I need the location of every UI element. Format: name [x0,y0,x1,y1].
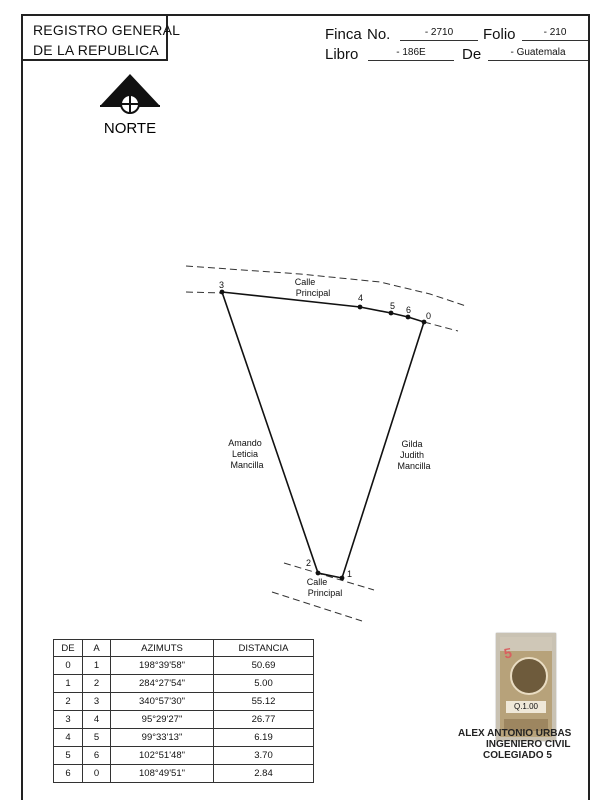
header-distancia: DISTANCIA [214,640,314,657]
folio-value: - 210 [543,27,567,38]
stamp-number: 5 [502,644,514,662]
cell-a: 4 [83,711,111,729]
fiscal-stamp [496,633,556,741]
table-row [54,693,314,711]
table-row [54,657,314,675]
vertex-label-2: 2 [306,558,312,568]
no-label: No. [367,26,391,43]
cell-azimut: 99°33'13" [111,729,214,747]
libro-value: - 186E [396,47,426,58]
street-top-label-2: Principal [295,288,331,298]
street-top-label-1: Calle [294,277,316,287]
vertex-label-0: 0 [426,311,432,321]
neighbor-left-line-1: Amando [228,438,262,448]
cell-de: 6 [54,765,83,783]
neighbor-right-line-1: Gilda [401,439,423,449]
cell-distancia: 50.69 [214,657,314,675]
vertex-6 [406,315,411,320]
cell-de: 3 [54,711,83,729]
engineer-name: ALEX ANTONIO URBAS [458,728,572,739]
cell-distancia: 3.70 [214,747,314,765]
cell-de: 2 [54,693,83,711]
cell-a: 5 [83,729,111,747]
cell-azimut: 198°39'58" [111,657,214,675]
stamp-amount: Q.1.00 [506,701,546,713]
cell-de: 4 [54,729,83,747]
vertex-label-1: 1 [347,569,353,579]
vertex-5 [389,311,394,316]
neighbor-right-line-3: Mancilla [397,461,431,471]
cell-azimut: 95°29'27" [111,711,214,729]
stamp-body [500,637,552,737]
street-bottom-label-2: Principal [307,588,343,598]
vertex-4 [358,305,363,310]
vertex-1 [340,576,345,581]
cell-a: 3 [83,693,111,711]
cell-de: 5 [54,747,83,765]
parcel-boundary [222,292,424,578]
registry-line-1: REGISTRO GENERAL [33,22,181,38]
cell-distancia: 55.12 [214,693,314,711]
engineer-title: INGENIERO CIVIL [486,739,571,750]
cell-azimut: 284°27'54" [111,675,214,693]
table-row [54,675,314,693]
street-top-upper-edge [186,266,466,306]
cell-distancia: 26.77 [214,711,314,729]
vertex-3 [220,290,225,295]
finca-value: - 2710 [424,27,454,38]
north-label: NORTE [103,120,157,137]
libro-label: Libro [325,46,359,63]
folio-label: Folio [483,26,516,43]
street-bottom-label-1: Calle [306,577,328,587]
engineer-colegiado: COLEGIADO 5 [483,750,552,761]
cell-a: 6 [83,747,111,765]
neighbor-left-line-3: Mancilla [230,460,264,470]
table-row [54,765,314,783]
vertex-label-6: 6 [406,305,412,315]
cell-de: 0 [54,657,83,675]
cell-distancia: 2.84 [214,765,314,783]
stamp-seal-icon [510,657,548,695]
vertex-label-4: 4 [358,293,364,303]
header-de: DE [54,640,83,657]
cell-a: 0 [83,765,111,783]
registry-line-2: DE LA REPUBLICA [33,42,159,58]
parcel-vertices [220,290,427,581]
de-value: - Guatemala [510,47,566,58]
header-azimuts: AZIMUTS [111,640,214,657]
vertex-label-3: 3 [219,280,225,290]
table-row [54,747,314,765]
cell-de: 1 [54,675,83,693]
cell-a: 1 [83,657,111,675]
neighbor-right-line-2: Judith [399,450,425,460]
cell-distancia: 5.00 [214,675,314,693]
cell-azimut: 108°49'51" [111,765,214,783]
header-a: A [83,640,111,657]
vertex-2 [316,571,321,576]
street-bottom-upper-edge [284,563,374,590]
north-arrow-icon [100,74,160,113]
finca-label: Finca [325,26,362,43]
table-header-row [54,640,314,657]
vertex-label-5: 5 [390,301,396,311]
de-label: De [462,46,482,63]
cell-azimut: 340°57'30" [111,693,214,711]
azimuth-table [53,639,314,783]
neighbor-left-line-2: Leticia [231,449,259,459]
street-top-right-stub [424,322,458,331]
table-row [54,711,314,729]
street-top-left-stub [186,292,222,293]
cell-azimut: 102°51'48" [111,747,214,765]
table-row [54,729,314,747]
cell-a: 2 [83,675,111,693]
cell-distancia: 6.19 [214,729,314,747]
